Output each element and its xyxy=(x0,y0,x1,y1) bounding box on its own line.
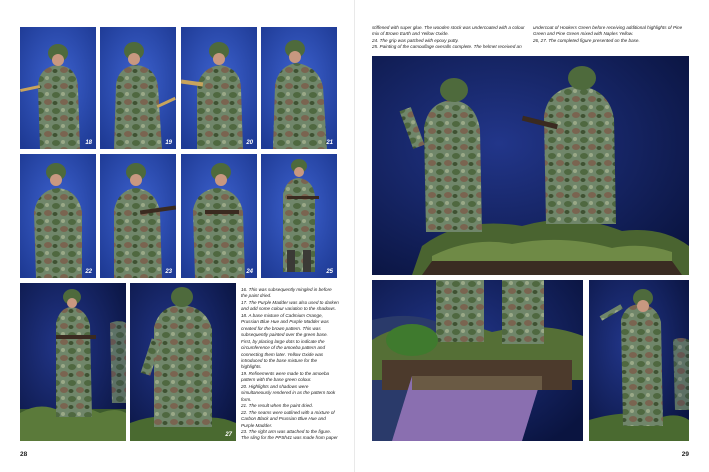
figure-photo xyxy=(130,283,236,441)
photo-base-detail xyxy=(372,280,583,441)
caption-text: undercoat of Hookers Green before receiving additional highlights of Pine Green and Pine Green mixed with Naples Yellow. xyxy=(533,25,683,37)
photo-26 xyxy=(20,283,126,441)
figure-photo xyxy=(589,280,689,441)
photo-18 xyxy=(20,27,96,149)
photo-figure-closeup xyxy=(589,280,689,441)
caption-text: 22. The seams were outlined with a mixture of Carbon Black and Prussian Blue Hue and Purple Madder. xyxy=(241,409,335,428)
photo-22 xyxy=(20,154,96,278)
photo-main-diorama xyxy=(372,56,689,275)
photo-number: 21 xyxy=(326,140,333,146)
caption-text: stiffened with super glue. The wooden stock was undercoated with a colour mix of Brown Earth and Yellow Oxide. xyxy=(372,25,525,37)
page-number-right: 29 xyxy=(681,451,689,458)
caption-text: 21. The result when the paint dried. xyxy=(241,403,314,409)
photo-number: 25 xyxy=(326,269,333,275)
figure-photo xyxy=(181,27,257,149)
photo-number: 20 xyxy=(246,140,253,146)
photo-number: 22 xyxy=(85,269,92,275)
caption-text: 19. Refinements were made to the amoeba pattern with the base green colour. xyxy=(241,370,330,383)
base-photo xyxy=(372,280,583,441)
photo-number: 27 xyxy=(225,432,232,438)
caption-text: 24. The grip was patched with epoxy putty. xyxy=(372,37,459,43)
figure-photo xyxy=(100,154,176,278)
caption-text: 23. The right arm was attached to the figure. The sling for the PPSh41 was made from paper xyxy=(241,428,338,441)
figure-photo xyxy=(100,27,176,149)
figure-photo xyxy=(20,283,126,441)
caption-column-2 xyxy=(533,25,689,44)
photo-27 xyxy=(130,283,236,441)
caption-block-left xyxy=(241,287,339,442)
photo-24 xyxy=(181,154,257,278)
photo-number: 19 xyxy=(165,140,172,146)
photo-23 xyxy=(100,154,176,278)
page-gutter xyxy=(354,0,355,472)
caption-text: 17. The Purple Madder was also used to darken and add some colour variation to the shadows. xyxy=(241,299,339,312)
caption-text: 20. Highlights and shadows were simultaneously rendered in as the pattern took form. xyxy=(241,383,336,402)
caption-text: 25. Painting of the camouflage overalls complete. The helmet received an xyxy=(372,44,522,50)
figure-photo xyxy=(20,27,96,149)
caption-text: 26, 27. The completed figure presented on the base. xyxy=(533,37,640,43)
caption-text: 16. This was subsequently mingled in before the paint dried. xyxy=(241,287,332,299)
photo-19 xyxy=(100,27,176,149)
diorama-photo xyxy=(372,56,689,275)
figure-photo xyxy=(261,154,337,278)
caption-column-1 xyxy=(372,25,525,51)
photo-number: 18 xyxy=(85,140,92,146)
photo-21 xyxy=(261,27,337,149)
caption-text: 18. A base mixture of Cadmium Orange, Prussian Blue Hue and Purple Madder was created for the brown pattern. This was subsequently painted over the green base. First, by placing large dots to indicate the circumference of the amoeba pattern and connecting them later. Yellow Oxide was introduced to the base mixture for the highlights. xyxy=(241,312,329,370)
photo-number: 24 xyxy=(246,269,253,275)
figure-photo xyxy=(261,27,337,149)
photo-number: 23 xyxy=(165,269,172,275)
page-number-left: 28 xyxy=(20,451,28,458)
photo-20 xyxy=(181,27,257,149)
figure-photo xyxy=(20,154,96,278)
photo-25 xyxy=(261,154,337,278)
figure-photo xyxy=(181,154,257,278)
